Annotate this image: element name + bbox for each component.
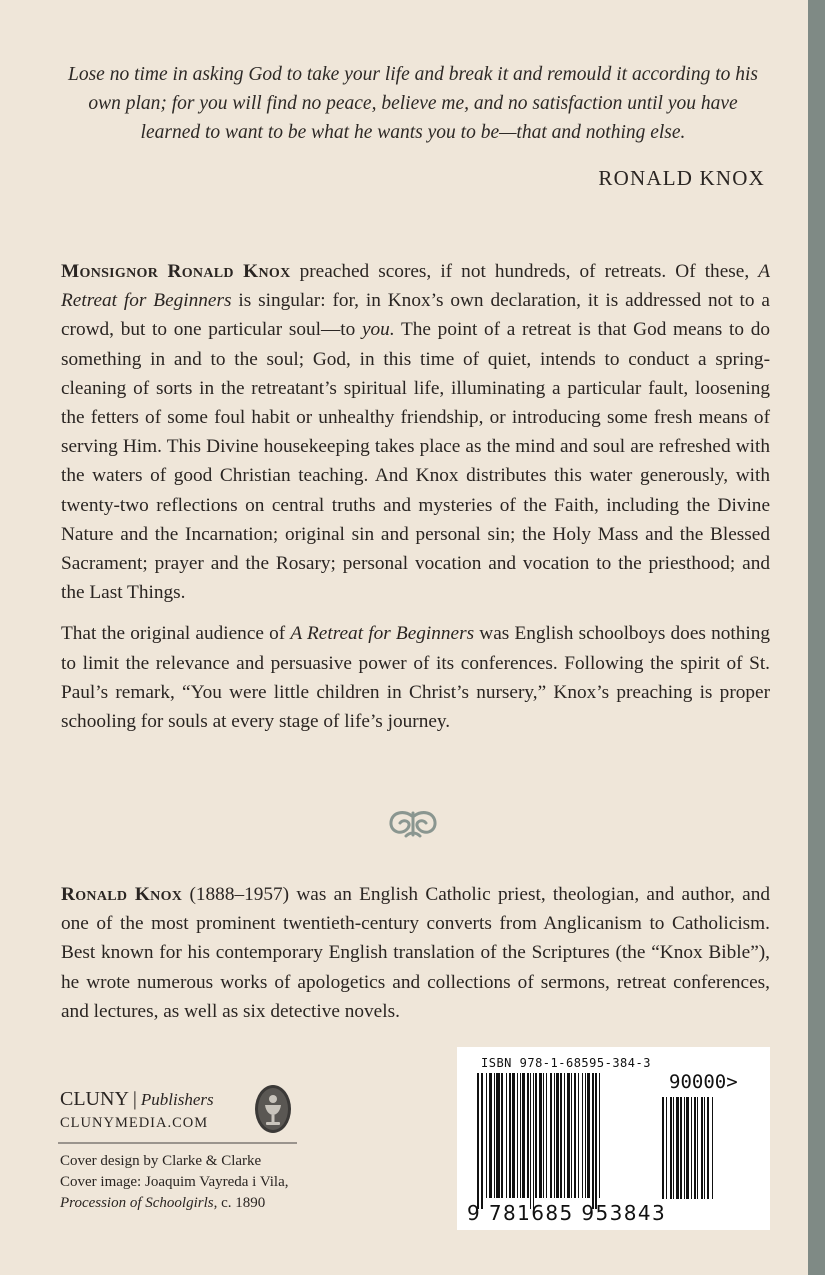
barcode-bar (712, 1097, 713, 1199)
barcode-bar (522, 1073, 525, 1198)
barcode-bar (585, 1073, 586, 1198)
ean-barcode (477, 1073, 659, 1213)
blurb-text: preached scores, if not hundreds, of retreats. Of these, (290, 261, 759, 282)
barcode-bar (686, 1097, 689, 1199)
barcode-bar (501, 1073, 503, 1198)
blurb-text: That the original audience of (61, 623, 291, 645)
author-bio (61, 880, 770, 1026)
barcode-bar (673, 1097, 674, 1199)
barcode-bar (571, 1073, 572, 1198)
chalice-seal-icon (254, 1084, 292, 1134)
blurb-text: was English schoolboys does nothing to limit the relevance and persuasive power of its conferences. Following the spirit of St. Paul’s remark, “You were little children in Christ’s nursery,” Knox’s preaching is proper schooling for souls at every stage of life’s journey. (61, 623, 770, 733)
blurb-paragraph-2 (61, 619, 770, 736)
barcode-bar (694, 1097, 696, 1199)
credit-design: Cover design by Clarke & Clarke (60, 1153, 262, 1169)
barcode-bar (662, 1097, 664, 1199)
price-addon-barcode (662, 1097, 748, 1215)
barcode-bar (704, 1097, 705, 1199)
barcode-bar (676, 1097, 679, 1199)
blurb-text: The point of a retreat is that God means to do something in and to the soul; God, in this time of quiet, intends to conduct a spring-cleaning of sorts in the retreatant’s spiritual life, illuminating a particular fault, loosening the fetters of some foul habit or unhealthy friendship, or introducing some fresh means of serving Him. This Divine housekeeping takes place as the mind and soul are refreshed with the waters of good Christian teaching. And Knox distributes this water generously, with twenty-two reflections on central truths and mysteries of the Faith, including the Divine Nature and the Incarnation; original sin and personal sin; the Holy Mass and the Blessed Sacrament; prayer and the Rosary; personal vocation and vocation to the priesthood; and the Last Things. (61, 319, 770, 604)
publisher-divider (58, 1142, 297, 1144)
publisher-separator: | (132, 1088, 137, 1110)
bio-lead: Ronald Knox (61, 884, 183, 905)
cover-credits (60, 1151, 289, 1214)
publisher-wordmark: CLUNY (60, 1088, 129, 1110)
publisher-url: CLUNYMEDIA.COM (60, 1115, 209, 1131)
barcode-bar (592, 1073, 594, 1209)
book-title: A Retreat for Beginners (290, 623, 475, 645)
barcode-bar (567, 1073, 570, 1198)
barcode-bar (680, 1097, 682, 1199)
barcode-bar (530, 1073, 531, 1209)
barcode-bar (556, 1073, 559, 1198)
blurb-emphasis: you. (361, 319, 395, 341)
barcode-bar (543, 1073, 544, 1198)
barcode-bar (494, 1073, 495, 1198)
barcode-bar (535, 1073, 537, 1198)
barcode-bar (527, 1073, 529, 1198)
barcode-bar (496, 1073, 500, 1198)
barcode-bar (564, 1073, 565, 1198)
barcode-bar (587, 1073, 590, 1198)
barcode-bar (477, 1073, 479, 1209)
blurb-paragraph-1 (61, 257, 770, 607)
blurb (61, 257, 770, 748)
barcode-bar (509, 1073, 511, 1198)
barcode-box (457, 1047, 770, 1230)
epigraph-author: RONALD KNOX (598, 166, 765, 190)
barcode-bar (691, 1097, 692, 1199)
barcode-bar (533, 1073, 534, 1209)
barcode-bar (512, 1073, 515, 1198)
barcode-bar (670, 1097, 672, 1199)
book-title: A Retreat for Beginners (61, 261, 770, 312)
floral-ornament-icon (386, 808, 440, 840)
bio-text: (1888–1957) was an English Catholic priest, theologian, and author, and one of the most prominent twentieth-century converts from Anglicanism to Catholicism. Best known for his contemporary English translation of the Scriptures (the “Knox Bible”), he wrote numerous works of apologetics and collections of sermons, retreat conferences, and lectures, as well as six detective novels. (61, 884, 770, 1022)
barcode-bar (684, 1097, 685, 1199)
publisher-label: Publishers (140, 1090, 214, 1109)
barcode-bar (560, 1073, 562, 1198)
credit-image: Cover image: Joaquim Vayreda i Vila, (60, 1174, 289, 1190)
barcode-bar (520, 1073, 521, 1198)
barcode-bar (595, 1073, 597, 1209)
painting-date: , c. 1890 (213, 1195, 266, 1211)
painting-title: Procession of Schoolgirls (60, 1195, 214, 1211)
barcode-bar (486, 1073, 487, 1198)
barcode-bar (697, 1097, 698, 1199)
barcode-bar (489, 1073, 492, 1198)
blurb-text: is singular: for, in Knox’s own declaration, it is addressed not to a crowd, but to one particular soul—to (61, 290, 770, 341)
spine-strip (808, 0, 825, 1275)
barcode-bar (574, 1073, 576, 1198)
barcode-digits: 9 781685 953843 (467, 1201, 667, 1225)
barcode-bar (666, 1097, 667, 1199)
barcode-bar (554, 1073, 555, 1198)
blurb-lead: Monsignor Ronald Knox (61, 261, 291, 282)
barcode-bar (599, 1073, 600, 1198)
barcode-bar (546, 1073, 547, 1198)
credit-image-title-line (60, 1193, 289, 1214)
barcode-bar (481, 1073, 483, 1209)
barcode-bar (506, 1073, 507, 1198)
isbn-label: ISBN 978-1-68595-384-3 (481, 1056, 651, 1070)
publisher-name (60, 1088, 214, 1111)
epigraph-quote: Lose no time in asking God to take your life and break it and remould it according to his own plan; for you will find no peace, believe me, and no satisfaction until you have learned to want to be what he wants you to be—that and nothing else. (67, 64, 758, 143)
price-addon-label: 90000> (669, 1071, 738, 1093)
barcode-bar (578, 1073, 579, 1198)
barcode-bar (517, 1073, 518, 1198)
barcode-bar (701, 1097, 703, 1199)
barcode-bar (582, 1073, 583, 1198)
barcode-bar (707, 1097, 709, 1199)
barcode-bar (550, 1073, 552, 1198)
barcode-bar (539, 1073, 542, 1198)
